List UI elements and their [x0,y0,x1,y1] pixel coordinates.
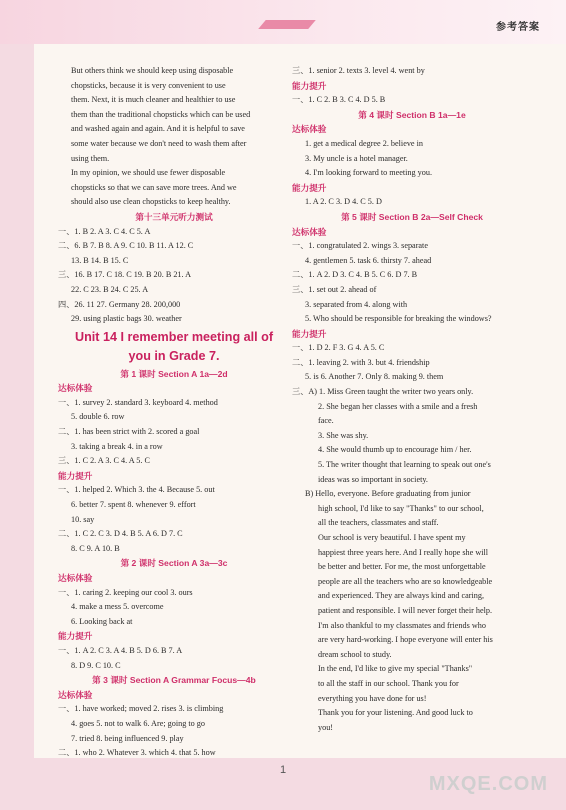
answer-line: 1. get a medical degree 2. believe in [305,138,423,148]
answer-line: I'm also thankful to my classmates and friends who [318,620,486,630]
answer-line: 二、1. has been strict with 2. scored a goal [58,427,200,437]
section-heading: 第 5 课时 Section B 2a—Self Check [341,211,483,222]
answer-line: 一、1. have worked; moved 2. rises 3. is climbing [58,704,224,714]
section-heading: 达标体验 [58,689,93,700]
answer-line: them. Next, it is much cleaner and healthier to use [71,95,236,105]
answer-line: 二、1. A 2. D 3. C 4. B 5. C 6. D 7. B [292,270,418,280]
answer-line: be better and better. For me, the most unforgettable [318,562,486,572]
page-left-margin [0,0,34,810]
answer-line: B) Hello, everyone. Before graduating from junior [305,489,471,499]
answer-line: 一、1. C 2. B 3. C 4. D 5. B [292,95,386,105]
answer-line: 4. goes 5. not to walk 6. Are; going to go [71,718,205,728]
section-heading: 第十三单元听力测试 [135,211,213,222]
answer-line: face. [318,416,334,426]
section-heading: 第 1 课时 Section A 1a—2d [120,368,228,379]
header-title: 参考答案 [496,22,540,33]
answer-line: Thank you for your listening. And good luck to [318,708,473,718]
answer-line: 二、1. C 2. C 3. D 4. B 5. A 6. D 7. C [58,529,183,539]
answer-line: happiest three years here. And I really hope she will [318,547,489,557]
answer-line: 4. I'm looking forward to meeting you. [305,168,432,178]
answer-line: 一、1. caring 2. keeping our cool 3. ours [58,587,193,597]
answer-line: 6. better 7. spent 8. whenever 9. effort [71,500,196,510]
answer-line: 一、1. congratulated 2. wings 3. separate [292,241,428,251]
header-stripe-decoration [278,20,316,29]
section-heading: 能力提升 [58,631,93,642]
answer-line: ideas was so important in society. [318,474,428,484]
answer-line: 7. tried 8. being influenced 9. play [71,733,184,743]
section-heading: 能力提升 [58,470,93,481]
section-heading: 达标体验 [58,573,93,583]
answer-line: 二、1. leaving 2. with 3. but 4. friendship [292,357,430,367]
header-band [0,0,566,44]
answer-line: 3. She was shy. [318,430,369,440]
answer-line: dream school to study. [318,649,392,659]
answer-line: But others think we should keep using disposable [71,66,234,75]
unit-title: you in Grade 7. [128,348,220,363]
section-heading: 能力提升 [292,328,327,339]
answer-line: them than the traditional chopsticks which can be used [71,109,251,119]
answer-line: should also use clean chopsticks to keep healthy. [71,197,231,207]
answer-line: In the end, I'd like to give my special "Thanks" [318,664,473,674]
answer-line: 4. make a mess 5. overcome [71,602,164,612]
section-heading: 达标体验 [292,124,327,135]
answer-line: 四、26. 11 27. Germany 28. 200,000 [58,299,181,309]
answer-line: 一、1. helped 2. Which 3. the 4. Because 5. out [58,485,215,495]
answer-line: Our school is very beautiful. I have spent my [318,533,466,542]
answer-line: 10. say [71,514,95,524]
answer-line: 8. D 9. C 10. C [71,660,121,670]
answer-line: 二、6. B 7. B 8. A 9. C 10. B 11. A 12. C [58,241,194,251]
answer-line: 5. Who should be responsible for breaking the windows? [305,314,492,324]
section-heading: 达标体验 [58,383,93,394]
answer-line: 3. My uncle is a hotel manager. [305,153,408,163]
section-heading: 达标体验 [292,226,327,237]
answer-line: you! [318,722,334,732]
section-heading: 能力提升 [292,182,327,193]
answer-line: 3. separated from 4. along with [305,299,408,309]
answer-line: 6. Looking back at [71,616,133,626]
answer-line: high school, I'd like to say "Thanks" to our school, [318,503,484,513]
answer-line: 三、1. set out 2. ahead of [292,284,377,294]
answer-line: 三、1. C 2. A 3. C 4. A 5. C [58,456,150,466]
right-column [292,64,532,735]
answer-line: and washed again and again. And it is helpful to save [71,124,245,134]
answer-line: 5. is 6. Another 7. Only 8. making 9. them [305,372,444,382]
answer-line: 8. C 9. A 10. B [71,543,120,553]
answer-line: 22. C 23. B 24. C 25. A [71,284,149,294]
answer-line: 4. gentlemen 5. task 6. thirsty 7. ahead [305,255,432,265]
answer-line: In my opinion, we should use fewer disposable [71,168,226,178]
answer-line: 5. The writer thought that learning to speak out one's [318,460,491,470]
answer-line: 3. taking a break 4. in a row [71,441,163,451]
answer-line: 三、A) 1. Miss Green taught the writer two years only. [292,387,474,397]
answer-line: are very hard-working. I hope everyone will enter his [318,635,493,645]
answer-line: 1. A 2. C 3. D 4. C 5. D [305,197,382,207]
answer-line: using them. [71,153,110,163]
answer-line: all the teachers, classmates and staff. [318,518,439,528]
page-number: 1 [280,764,287,776]
section-heading: 能力提升 [292,80,327,91]
answer-line: 2. She began her classes with a smile and a fresh [318,401,478,411]
answer-line: people are all the teachers who are so knowledgeable [318,576,493,586]
answer-line: 一、1. A 2. C 3. A 4. B 5. D 6. B 7. A [58,645,183,655]
section-heading: 第 3 课时 Section A Grammar Focus—4b [92,675,256,686]
answer-line: everything you have done for us! [318,693,427,703]
section-heading: 第 2 课时 Section A 3a—3c [120,558,228,569]
answer-line: chopsticks so that we can save more trees. And we [71,182,237,192]
answer-line: 三、1. senior 2. texts 3. level 4. went by [292,66,425,75]
left-column [58,64,290,761]
answer-line: 一、1. B 2. A 3. C 4. C 5. A [58,226,151,236]
answer-line: chopsticks, because it is very convenient to use [71,80,226,90]
answer-line: 一、1. D 2. F 3. G 4. A 5. C [292,343,385,353]
answer-line: 4. She would thumb up to encourage him / her. [318,445,472,455]
answer-line: and experienced. They are always kind and caring, [318,591,485,601]
answer-line: 三、16. B 17. C 18. C 19. B 20. B 21. A [58,270,192,280]
unit-title: Unit 14 I remember meeting all of [74,329,274,344]
answer-line: 29. using plastic bags 30. weather [71,314,182,324]
answer-line: 二、1. who 2. Whatever 3. which 4. that 5. how [58,748,216,758]
answer-line: 一、1. survey 2. standard 3. keyboard 4. method [58,397,218,407]
answer-line: 5. double 6. row [71,412,125,422]
answer-line: some water because we don't need to wash them after [71,138,247,148]
answer-line: 13. B 14. B 15. C [71,255,129,265]
answer-line: to all the staff in our school. Thank you for [318,678,459,688]
watermark: MXQE.COM [428,773,548,795]
answer-line: patient and responsible. I will never forget their help. [318,605,493,615]
section-heading: 第 4 课时 Section B 1a—1e [358,109,466,120]
